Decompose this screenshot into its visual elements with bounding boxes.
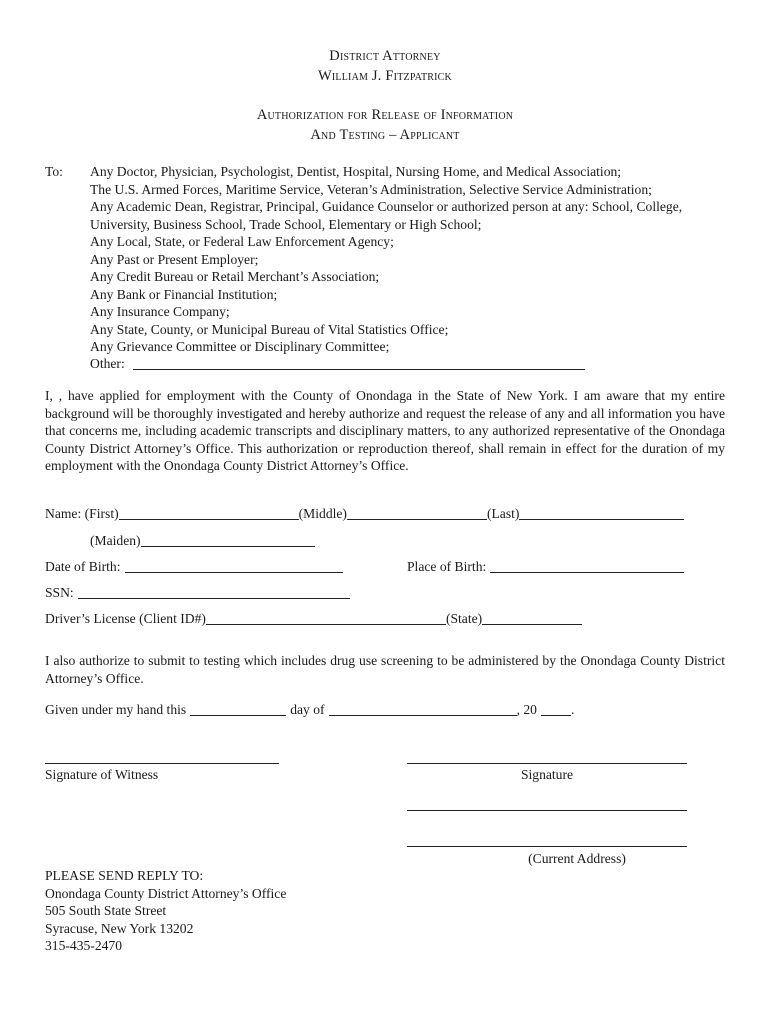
name-last-label: (Last) [486,506,520,521]
name-row [45,506,684,522]
recipient-item: Any Bank or Financial Institution; [90,286,278,302]
recipient-item: Any Insurance Company; [90,304,230,319]
first-name-field[interactable] [119,506,299,520]
middle-name-field[interactable] [347,506,487,520]
given-prefix: Given under my hand this [45,702,187,717]
address-line-1[interactable] [407,810,687,811]
header-title-line1: District Attorney [329,48,441,64]
address-line-2[interactable] [407,846,687,847]
ssn-label: SSN: [45,585,74,600]
given-day-field[interactable] [190,702,286,716]
header-subtitle-line1: Authorization for Release of Information [256,107,514,123]
authorization-prefix: I, [45,388,53,403]
maiden-name-field[interactable] [141,533,315,547]
recipient-list [90,163,682,356]
pob-field[interactable] [490,559,684,573]
pob-row [407,559,684,575]
authorization-body: , have applied for employment with the County of Onondaga in the State of New York. I am aware that my entire background will be thoroughly investigated and hereby authorize and request the release of any and all information you have that concerns me, including academic transcripts and disciplinary matters, to any authorized representative of the Onondaga County District Attorney’s Office. This authorization or reproduction thereof, shall remain in effect for the duration of my employment with the Onondaga County District Attorney’s Office. [45,388,725,474]
ssn-row [45,585,350,601]
maiden-label: (Maiden) [90,533,141,548]
reply-line: Syracuse, New York 13202 [45,920,194,936]
license-state-label: (State) [445,611,483,626]
recipient-item: Any Academic Dean, Registrar, Principal, Guidance Counselor or authorized person at any: School, College, [90,199,683,214]
given-year-field[interactable] [541,702,571,716]
recipient-item: The U.S. Armed Forces, Maritime Service, Veteran’s Administration, Selective Service Administration; [90,181,652,197]
recipient-item: Any Credit Bureau or Retail Merchant’s Association; [90,269,380,284]
testing-paragraph: I also authorize to submit to testing which includes drug use screening to be administered by the Onondaga County District Attorney’s Office. [45,653,725,686]
header-title-line2: William J. Fitzpatrick [318,68,452,84]
dob-label: Date of Birth: [45,559,121,574]
witness-signature-line[interactable] [45,763,279,764]
signature-line[interactable] [407,763,687,764]
recipient-item: Any Grievance Committee or Disciplinary Committee; [90,339,390,354]
other-label: Other: [90,356,125,371]
license-field[interactable] [206,611,446,625]
header-subtitle-line2: And Testing – Applicant [310,127,460,143]
dob-field[interactable] [125,559,343,573]
recipient-item: Any State, County, or Municipal Bureau of Vital Statistics Office; [90,321,449,337]
given-year-prefix: , 20 [516,702,537,717]
maiden-row [90,533,315,549]
witness-label: Signature of Witness [45,767,159,782]
dob-row [45,559,343,575]
last-name-field[interactable] [519,506,684,520]
reply-block [45,867,286,955]
reply-line: 315-435-2470 [45,938,123,953]
pob-label: Place of Birth: [407,559,487,574]
given-day-of: day of [290,702,325,717]
license-label: Driver’s License (Client ID#) [45,611,206,626]
address-label: (Current Address) [528,851,626,866]
reply-heading: PLEASE SEND REPLY TO: [45,868,204,883]
given-month-field[interactable] [329,702,517,716]
license-state-field[interactable] [482,611,582,625]
signature-label: Signature [520,767,574,782]
given-row [45,702,574,718]
recipient-item: Any Past or Present Employer; [90,251,259,267]
name-middle-label: (Middle) [298,506,347,521]
to-label: To: [45,164,63,179]
recipient-item: University, Business School, Trade School, Elementary or High School; [90,216,482,232]
reply-line: Onondaga County District Attorney’s Office [45,885,287,901]
ssn-field[interactable] [78,585,350,599]
other-field[interactable] [133,369,585,370]
reply-line: 505 South State Street [45,903,167,918]
recipient-item: Any Doctor, Physician, Psychologist, Dentist, Hospital, Nursing Home, and Medical Association; [90,164,622,179]
license-row [45,611,582,627]
authorization-paragraph [45,387,725,475]
recipient-item: Any Local, State, or Federal Law Enforcement Agency; [90,234,394,249]
name-first-label: Name: (First) [45,506,119,521]
given-end: . [570,702,575,717]
